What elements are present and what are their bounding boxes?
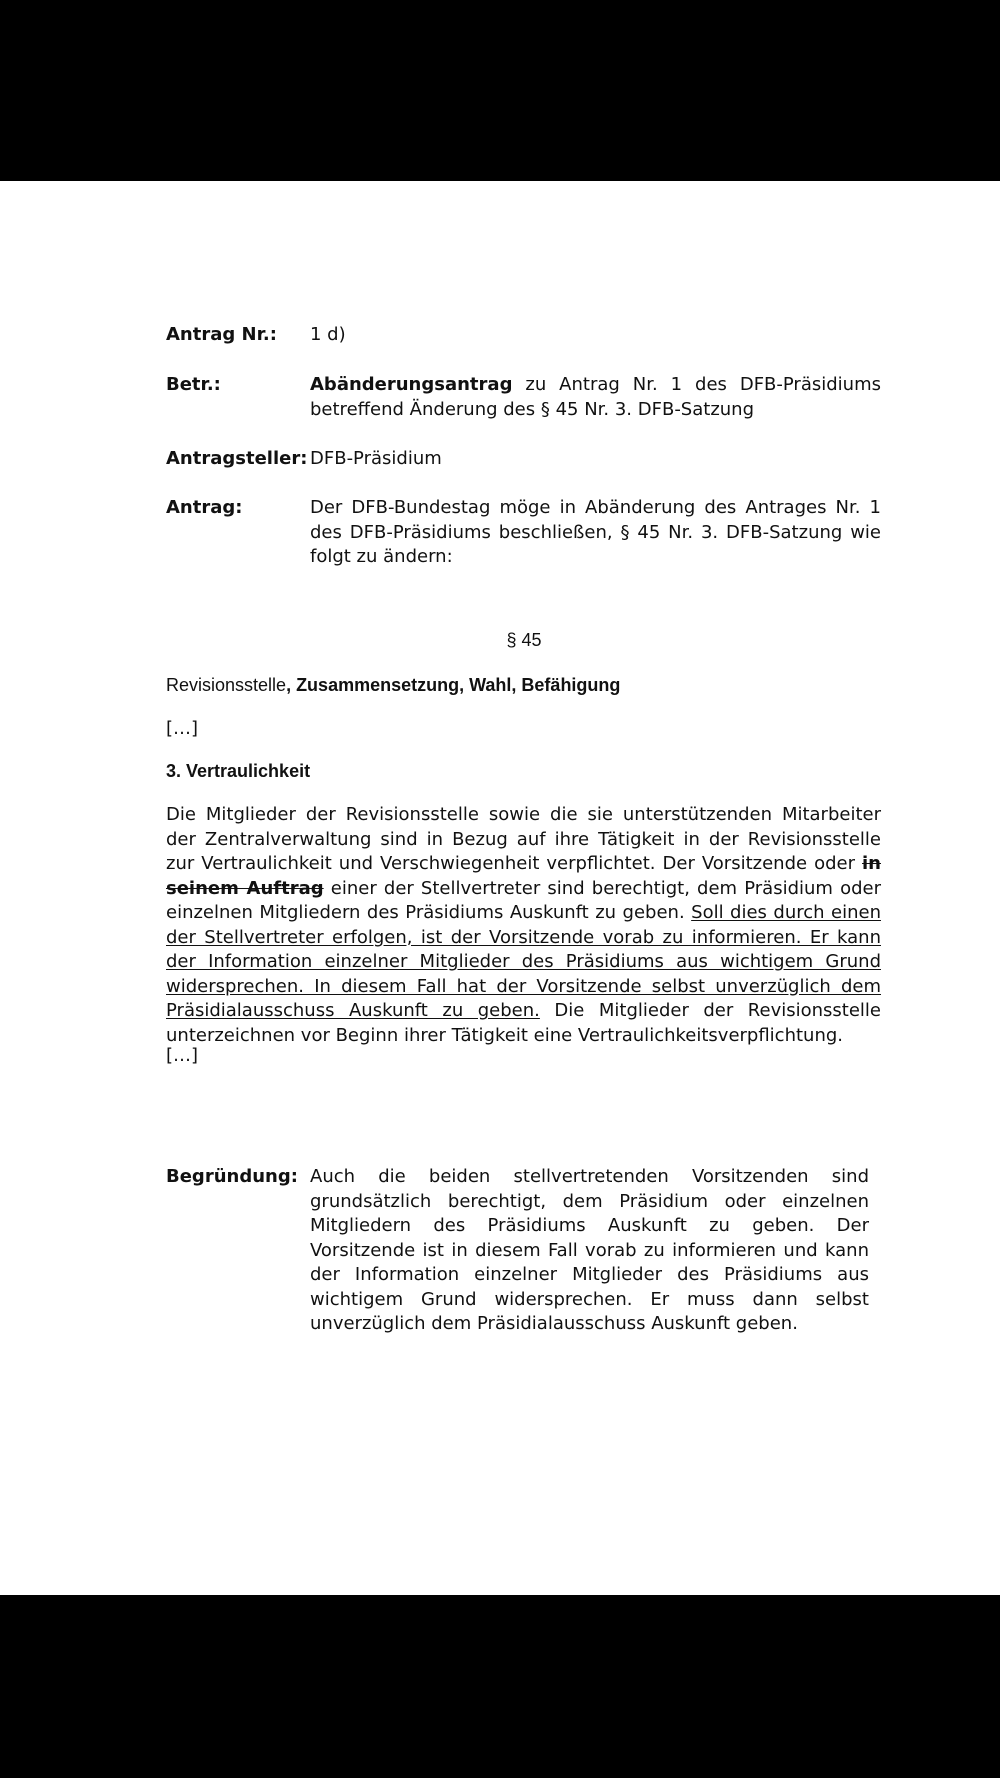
body-text-part1: Die Mitglieder der Revisionsstelle sowie die sie unterstützenden Mitarbeiter der Zentralverwaltung sind in Bezug auf ihre Tätigkeit in der Revisionsstelle zur Vertraulichkeit und Verschwiegenheit verpflichtet. Der Vorsitzende oder (166, 804, 881, 874)
reasoning-text: Auch die beiden stellvertretenden Vorsitzenden sind grundsätzlich berechtigt, dem Präsidium oder einzelnen Mitgliedern des Präsidiums Auskunft zu geben. Der Vorsitzende ist in diesem Fall vorab zu informieren und kann der Information einzelner Mitglieder des Präsidiums aus wichtigem Grund widersprechen. Er muss dann selbst unverzüglich dem Präsidialausschuss Auskunft geben. (310, 1166, 869, 1334)
betr-bold: Abänderungsantrag (310, 374, 513, 395)
omission-marker-end: […] (166, 1045, 199, 1066)
paragraph-heading: § 45 (506, 630, 542, 650)
reasoning-label: Begründung: (166, 1166, 298, 1187)
betr-label: Betr.: (166, 374, 221, 395)
antrag-nr-value: 1 d) (310, 324, 346, 345)
struck-text: in seinem Auftrag (166, 853, 881, 899)
antrag-row (166, 496, 881, 570)
body-text-part3: Die Mitglieder der Revisionsstelle unterzeichnen vor Beginn ihrer Tätigkeit eine Vertraulichkeitsverpflichtung. (166, 1000, 881, 1046)
omission-marker: […] (166, 718, 199, 739)
document-page (0, 181, 1000, 1595)
section-title-bold: , Zusammensetzung, Wahl, Befähigung (286, 675, 621, 695)
antragsteller-label: Antragsteller: (166, 448, 308, 469)
reasoning-row (166, 1165, 869, 1337)
antragsteller-value: DFB-Präsidium (310, 448, 442, 469)
betr-row (166, 373, 881, 422)
antrag-value: Der DFB-Bundestag möge in Abänderung des Antrages Nr. 1 des DFB-Präsidiums beschließen, § 45 Nr. 3. DFB-Satzung wie folgt zu ändern: (310, 497, 881, 567)
body-text-part2: einer der Stellvertreter sind berechtigt, dem Präsidium oder einzelnen Mitgliedern des Präsidiums Auskunft zu geben. (166, 877, 882, 923)
statute-body-text (166, 803, 881, 1048)
betr-value (310, 373, 881, 422)
inserted-text: Soll dies durch einen der Stellvertreter erfolgen, ist der Vorsitzende vorab zu informieren. Er kann der Information einzelner Mitglieder des Präsidiums aus wichtigem Grund widersprechen. In diesem Fall hat der Vorsitzende selbst unverzüglich dem Präsidialausschuss Auskunft zu geben. (166, 902, 881, 1021)
antrag-label: Antrag: (166, 497, 243, 518)
antrag-nr-row (166, 323, 881, 348)
section-title-plain: Revisionsstelle (166, 675, 287, 695)
betr-rest: zu Antrag Nr. 1 des DFB-Präsidiums betreffend Änderung des § 45 Nr. 3. DFB-Satzung (310, 374, 881, 420)
subsection-title: 3. Vertraulichkeit (166, 761, 311, 781)
section-title (166, 675, 620, 696)
antrag-nr-label: Antrag Nr.: (166, 324, 277, 345)
antragsteller-row (166, 447, 881, 472)
